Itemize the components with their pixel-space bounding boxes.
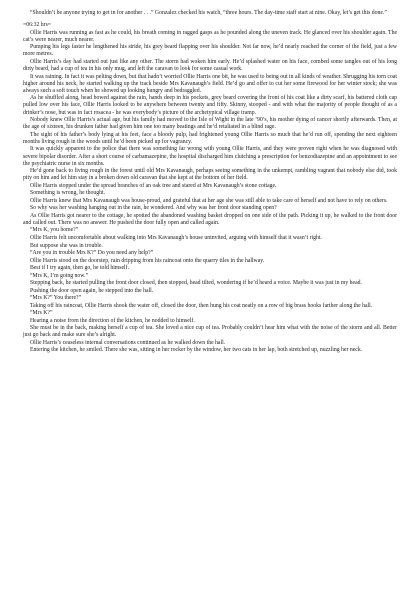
paragraph: “Mrs K?” You there?” bbox=[30, 295, 82, 302]
paragraph: Taking off his raincoat, Ollie Harris shook the water off, closed the door, then hung his coat neatly on a row of big brass hooks farther along the hall. bbox=[30, 302, 373, 309]
paragraph: But suppose she was in trouble. bbox=[30, 242, 103, 249]
paragraph: Ollie Harris knew that Mrs Kavanaugh was house-proud, and grateful that at her age she was still able to take care of herself and not have to rely on others. bbox=[30, 197, 388, 204]
paragraph: Something is wrong, he thought. bbox=[30, 190, 106, 197]
paragraph: Ollie Harris was running as fast as he could, his breath coming in ragged gasps as he pounded along the uneven track. He glanced over his shoulder again. The cat’s were nearer, much nearer. bbox=[23, 29, 397, 43]
paragraph: Nobody knew Ollie Harris’s actual age, but his family had moved to the Isle of Wight in the late ’90’s, his mother dying of cancer shortly afterwards. Then, at the age of sixteen, his drunken father had given him one too many beatings and he’d retaliated in a blind rage. bbox=[23, 117, 397, 131]
paragraph: So why was her washing hanging out in the rain, he wondered. And why was her front door standing open? bbox=[30, 205, 277, 212]
paragraph: “Mrs K, I’m going now.” bbox=[30, 272, 89, 279]
paragraph: It was quickly apparent to the police that there was something far wrong with young Ollie Harris, and they were proven right when he was diagnosed with severe bipolar disorder. After a short course of carbamazepine, the hospital discharged him clutching a prescription for benzodiazepine and an appointment to see the psychiatric nurse in six months. bbox=[23, 146, 397, 167]
paragraph: Best if I try again, then go, he told himself. bbox=[30, 265, 130, 272]
paragraph: The sight of his father’s body lying at his feet, face a bloody pulp, had frightened young Ollie Harris so much that he’d run off, spending the next eighteen months living rough in the woods until he’d been picked up for vagrancy. bbox=[23, 131, 397, 145]
paragraph: Ollie Harris’s day had started out just like any other. The storm had woken him early. He’d splashed water on his face, combed some tangles out of his long dirty beard, had a cup of tea in his only mug, and left the caravan to look for some casual work. bbox=[23, 58, 397, 73]
paragraph: She must be in the back, making herself a cup of tea. She loved a nice cup of tea. Probably couldn’t hear him what with the noise of the storm and all. Better just go back and make sure she’s alright. bbox=[23, 325, 397, 339]
paragraph: “Are you in trouble Mrs K?” Do you need any help?” bbox=[30, 250, 154, 257]
story-text bbox=[23, 10, 397, 355]
paragraph: Ollie Harris stopped under the spread branches of an oak tree and stared at Mrs Kavanaugh’s stone cottage. bbox=[30, 182, 277, 189]
paragraph: Pumping his legs faster he lengthened his stride, his grey beard flapping over his shoulder. Not far now, he’d nearly reached the corner of the field, just a few more metres. bbox=[23, 44, 397, 58]
paragraph: Ollie Harris’s ceaseless internal conversations continued as he walked down the hall. bbox=[30, 339, 226, 346]
paragraph: He’d gone back to living rough in the forest until old Mrs Kavanaugh, perhaps seeing something in the unkempt, rambling vagrant that nobody else did, took pity on him and let him stay in a broken down old caravan that she kept at the bottom of her field. bbox=[23, 168, 397, 182]
paragraph: Stepping back, he started pulling the front door closed, then stopped, head tilted, wondering if he’d heard a voice. Maybe it was just in my head. bbox=[30, 280, 362, 287]
paragraph: Entering the kitchen, he smiled. There she was, sitting in her rocker by the window, her two cats in her lap, both stretched up, nuzzling her neck. bbox=[30, 347, 363, 354]
paragraph: Hearing a noise from the direction of the kitchen, he nodded to himself. bbox=[30, 317, 195, 324]
paragraph: It was raining. In fact it was pelting down, but that hadn’t worried Ollie Harris one bit, he was used to being out in all kinds of weather. Shrugging his torn coat higher around his neck, he started walking up the track beside Mrs Kavanaugh’s field. He’d go and offer to cut her some firewood for her winter stock; she was always such a soft touch when he showed up looking hungry and bedraggled. bbox=[23, 73, 397, 94]
paragraph: Pushing the door open again, he stepped into the hall. bbox=[30, 287, 154, 294]
paragraph: As Ollie Harris got nearer to the cottage, he spotted the abandoned washing basket dropped on one side of the path. Picking it up, he walked to the front door and called out. There was no answer. He pushed the door fully open and called again. bbox=[23, 212, 397, 226]
time-stamp: =06:32 hrs= bbox=[23, 22, 52, 29]
paragraph: “Mrs K, you home?” bbox=[30, 227, 79, 234]
paragraph: “Shouldn’t be anyone trying to get in for another . . .” Gonzalez checked his watch, “three hours. The day-time staff start at nine. Okay, let’s get this done.” bbox=[30, 10, 387, 16]
paragraph: “Mrs K?” bbox=[30, 310, 53, 317]
paragraph: Ollie Harris stood on the doorstep, rain dripping from his raincoat onto the quarry tiles in the hallway. bbox=[30, 257, 265, 264]
paragraph: As he shuffled along, head bowed against the rain, hands deep in his pockets, grey beard covering the front of his coat like a dirty scarf, his battered cloth cap pulled low over his face, Ollie Harris looked to be anywhere between twenty and fifty. Skinny, stooped - and with what the majority of people thought of as a drinker’s nose, but was in fact rosacea - he was everybody’s picture of the archetypical village tramp. bbox=[23, 95, 397, 116]
paragraph: Ollie Harris felt uncomfortable about walking into Mrs Kavanaugh’s house uninvited, arguing with himself that it wasn’t right. bbox=[30, 235, 322, 241]
